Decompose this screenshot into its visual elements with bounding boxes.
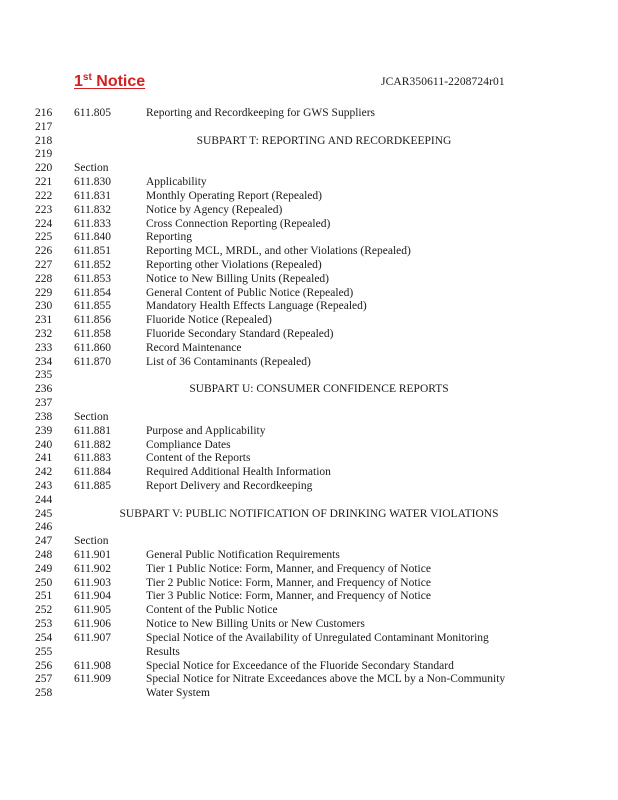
line-number: 234	[35, 355, 53, 368]
section-title: Water System	[146, 687, 210, 700]
section-column-label: Section	[74, 162, 109, 175]
line-number: 246	[35, 521, 53, 534]
section-number: 611.833	[74, 217, 111, 230]
line-number: 244	[35, 493, 53, 506]
document-line	[0, 369, 618, 383]
line-number: 222	[35, 189, 53, 202]
section-number: 611.903	[74, 576, 111, 589]
line-number: 258	[35, 687, 53, 700]
section-title: Tier 1 Public Notice: Form, Manner, and Frequency of Notice	[146, 562, 431, 575]
section-title: Notice to New Billing Units or New Customers	[146, 618, 365, 631]
section-number: 611.851	[74, 245, 111, 258]
section-column-label: Section	[74, 410, 109, 423]
section-number: 611.884	[74, 466, 111, 479]
line-number: 230	[35, 300, 53, 313]
section-title: Special Notice for Exceedance of the Fluoride Secondary Standard	[146, 659, 454, 672]
document-line	[0, 300, 618, 314]
line-number: 218	[35, 134, 53, 147]
line-number: 224	[35, 217, 53, 230]
section-number: 611.901	[74, 549, 111, 561]
document-line	[0, 135, 618, 149]
line-number: 243	[35, 479, 53, 492]
line-number: 248	[35, 549, 53, 561]
document-line	[0, 618, 618, 632]
section-number: 611.883	[74, 452, 111, 465]
section-title: Tier 2 Public Notice: Form, Manner, and Frequency of Notice	[146, 576, 431, 589]
line-number: 251	[35, 590, 53, 603]
line-number: 240	[35, 438, 53, 451]
section-number: 611.830	[74, 176, 111, 189]
document-line	[0, 245, 618, 259]
line-number: 233	[35, 341, 53, 354]
section-title: Mandatory Health Effects Language (Repealed)	[146, 300, 367, 313]
line-number: 236	[35, 383, 53, 396]
line-number: 235	[35, 369, 53, 382]
document-line	[0, 231, 618, 245]
document-line	[0, 218, 618, 232]
document-line	[0, 521, 618, 535]
line-number: 226	[35, 245, 53, 258]
section-column-label: Section	[74, 535, 109, 548]
notice-number: 1	[74, 73, 83, 90]
section-number: 611.853	[74, 272, 111, 285]
section-title: Special Notice for Nitrate Exceedances above the MCL by a Non-Community	[146, 673, 506, 686]
document-line	[0, 287, 618, 301]
section-number: 611.805	[74, 107, 111, 119]
document-line	[0, 439, 618, 453]
document-line	[0, 148, 618, 162]
section-number: 611.881	[74, 424, 111, 437]
page-header	[0, 72, 618, 94]
line-number: 220	[35, 162, 53, 175]
document-line	[0, 466, 618, 480]
section-title: Record Maintenance	[146, 341, 242, 354]
line-number: 252	[35, 604, 53, 617]
section-title: Reporting MCL, MRDL, and other Violations (Repealed)	[146, 245, 411, 258]
document-line	[0, 162, 618, 176]
document-line	[0, 480, 618, 494]
section-title: Special Notice of the Availability of Unregulated Contaminant Monitoring	[146, 631, 489, 644]
document-line	[0, 383, 618, 397]
section-number: 611.904	[74, 590, 111, 603]
section-title: Reporting other Violations (Repealed)	[146, 258, 322, 271]
line-number: 254	[35, 631, 53, 644]
document-line	[0, 535, 618, 549]
document-line	[0, 632, 618, 646]
section-title: Monthly Operating Report (Repealed)	[146, 189, 322, 202]
section-number: 611.858	[74, 328, 111, 340]
section-number: 611.856	[74, 314, 111, 327]
document-line	[0, 328, 618, 342]
document-id: JCAR350611-2208724r01	[381, 76, 505, 88]
document-line	[0, 314, 618, 328]
line-number: 245	[35, 507, 53, 520]
section-title: Reporting	[146, 231, 192, 244]
subpart-heading: SUBPART U: CONSUMER CONFIDENCE REPORTS	[189, 383, 449, 396]
document-line	[0, 452, 618, 466]
line-number: 217	[35, 120, 53, 133]
line-number: 223	[35, 203, 53, 216]
line-number: 242	[35, 466, 53, 479]
section-number: 611.860	[74, 341, 111, 354]
section-title: Notice by Agency (Repealed)	[146, 203, 283, 216]
line-number: 216	[35, 107, 53, 119]
document-line	[0, 660, 618, 674]
section-number: 611.907	[74, 631, 111, 644]
section-number: 611.831	[74, 189, 111, 202]
section-number: 611.852	[74, 258, 111, 271]
document-line	[0, 342, 618, 356]
numbered-lines	[0, 107, 618, 701]
line-number: 237	[35, 397, 53, 410]
subpart-heading: SUBPART T: REPORTING AND RECORDKEEPING	[196, 134, 452, 147]
line-number: 249	[35, 562, 53, 575]
section-title: Compliance Dates	[146, 438, 231, 451]
section-title: Tier 3 Public Notice: Form, Manner, and Frequency of Notice	[146, 590, 431, 603]
line-number: 238	[35, 410, 53, 423]
document-line	[0, 604, 618, 618]
section-number: 611.885	[74, 479, 111, 492]
section-title: Required Additional Health Information	[146, 466, 331, 479]
document-line	[0, 687, 618, 701]
notice-word: Notice	[91, 73, 146, 90]
document-line	[0, 356, 618, 370]
line-number: 241	[35, 452, 53, 465]
line-number: 257	[35, 673, 53, 686]
section-title: Applicability	[146, 176, 207, 189]
subpart-heading: SUBPART V: PUBLIC NOTIFICATION OF DRINKING WATER VIOLATIONS	[119, 507, 499, 520]
document-line	[0, 204, 618, 218]
document-line	[0, 563, 618, 577]
section-title: List of 36 Contaminants (Repealed)	[146, 355, 311, 368]
line-number: 221	[35, 176, 53, 189]
section-number: 611.854	[74, 286, 111, 299]
section-title: Fluoride Secondary Standard (Repealed)	[146, 328, 334, 340]
document-line	[0, 107, 618, 121]
section-title: Content of the Reports	[146, 452, 251, 465]
notice-suffix: st	[82, 72, 92, 83]
document-line	[0, 425, 618, 439]
line-number: 232	[35, 328, 53, 340]
section-number: 611.909	[74, 673, 111, 686]
document-line	[0, 397, 618, 411]
document-line	[0, 273, 618, 287]
section-title: Fluoride Notice (Repealed)	[146, 314, 272, 327]
line-number: 229	[35, 286, 53, 299]
document-line	[0, 190, 618, 204]
section-number: 611.855	[74, 300, 111, 313]
line-number: 256	[35, 659, 53, 672]
document-line	[0, 176, 618, 190]
line-number: 227	[35, 258, 53, 271]
section-title: Content of the Public Notice	[146, 604, 278, 617]
section-number: 611.832	[74, 203, 111, 216]
section-title: Purpose and Applicability	[146, 424, 266, 437]
section-title: Report Delivery and Recordkeeping	[146, 479, 313, 492]
line-number: 219	[35, 148, 53, 161]
section-title: General Public Notification Requirements	[146, 549, 340, 561]
document-line	[0, 577, 618, 591]
section-title: Notice to New Billing Units (Repealed)	[146, 272, 330, 285]
document-line	[0, 590, 618, 604]
document-line	[0, 549, 618, 563]
line-number: 231	[35, 314, 53, 327]
document-line	[0, 259, 618, 273]
document-line	[0, 494, 618, 508]
section-number: 611.882	[74, 438, 111, 451]
line-number: 247	[35, 535, 53, 548]
section-number: 611.905	[74, 604, 111, 617]
document-line	[0, 646, 618, 660]
section-number: 611.840	[74, 231, 111, 244]
section-number: 611.902	[74, 562, 111, 575]
line-number: 225	[35, 231, 53, 244]
line-number: 255	[35, 645, 53, 658]
notice-label	[74, 72, 145, 91]
line-number: 228	[35, 272, 53, 285]
section-number: 611.870	[74, 355, 111, 368]
section-number: 611.906	[74, 618, 111, 631]
section-title: Reporting and Recordkeeping for GWS Suppliers	[146, 107, 375, 119]
section-title: General Content of Public Notice (Repealed)	[146, 286, 354, 299]
section-title: Cross Connection Reporting (Repealed)	[146, 217, 331, 230]
document-line	[0, 411, 618, 425]
document-line	[0, 508, 618, 522]
line-number: 250	[35, 576, 53, 589]
document-line	[0, 121, 618, 135]
section-title: Results	[146, 645, 180, 658]
line-number: 253	[35, 618, 53, 631]
line-number: 239	[35, 424, 53, 437]
section-number: 611.908	[74, 659, 111, 672]
document-line	[0, 673, 618, 687]
